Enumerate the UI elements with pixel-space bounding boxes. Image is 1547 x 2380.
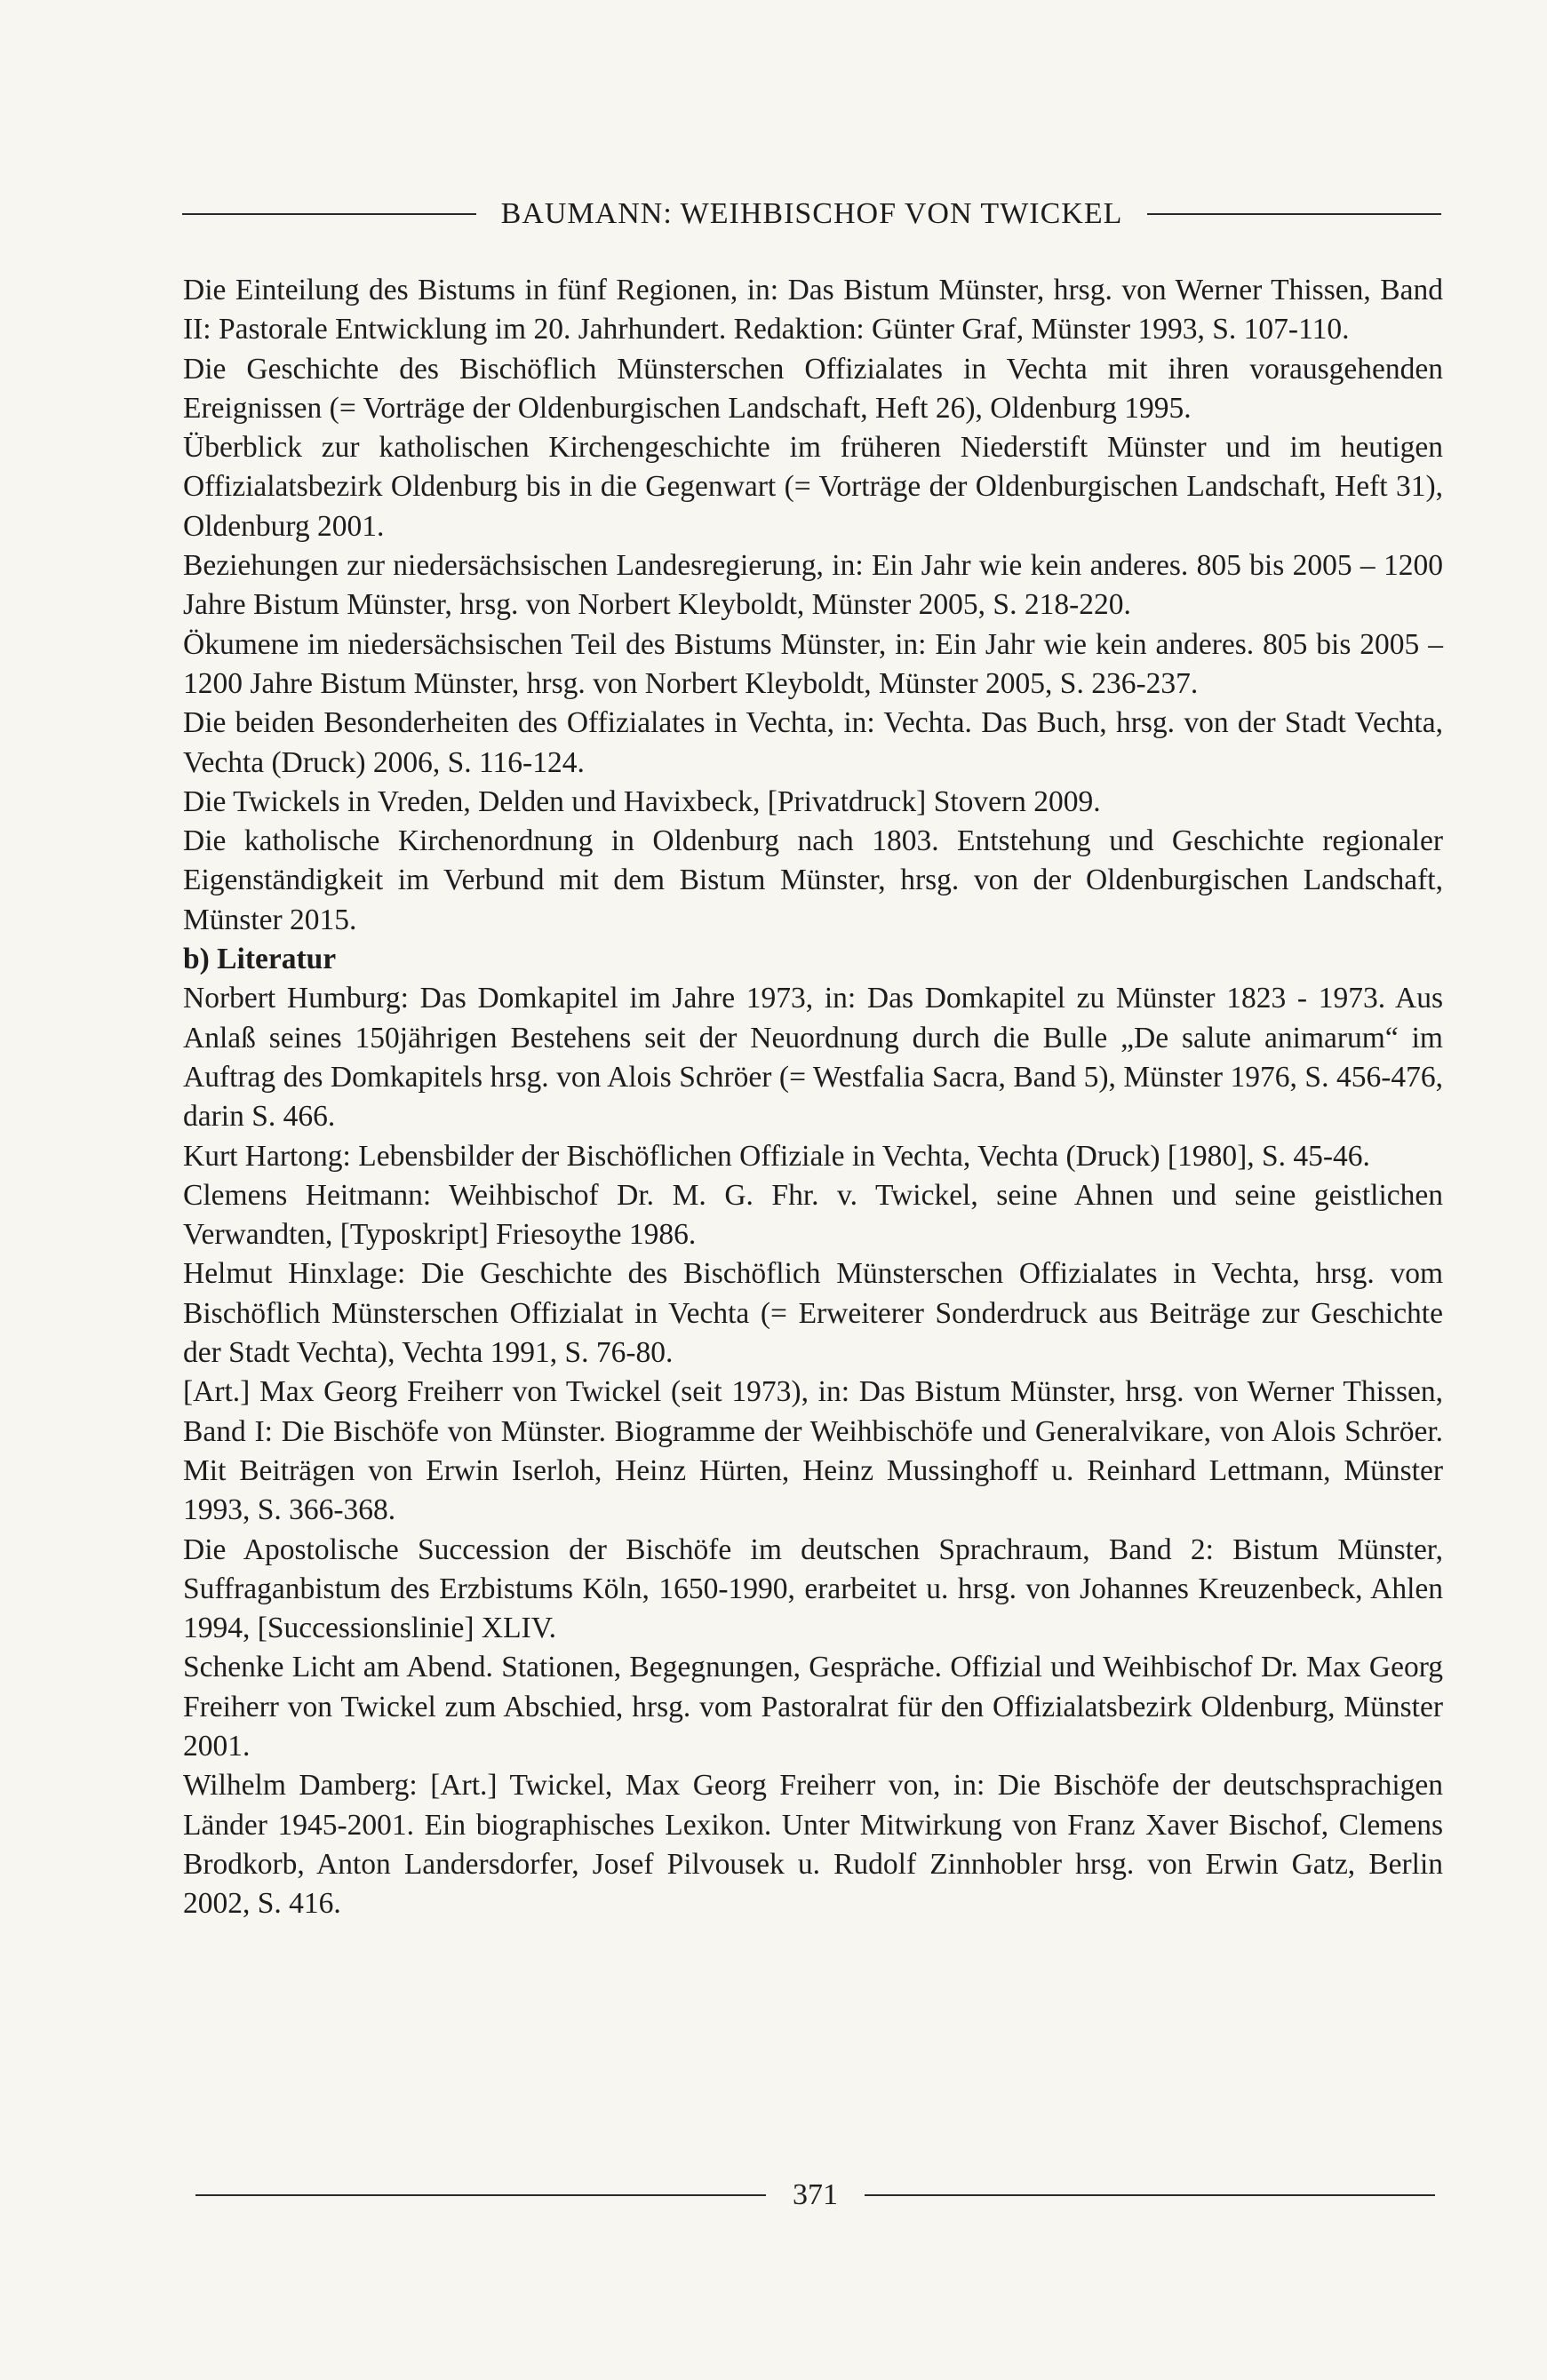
works-entry: Die Einteilung des Bistums in fünf Regionen, in: Das Bistum Münster, hrsg. von Werner Thissen, Band II: Pastorale Entwicklung im 20. Jahrhundert. Redaktion: Günter Graf, Münster 1993, S. 107-110.	[183, 274, 1443, 346]
literature-entry: Helmut Hinxlage: Die Geschichte des Bischöflich Münsterschen Offizialates in Vechta, hrsg. vom Bischöflich Münsterschen Offizialat in Vechta (= Erweiterer Sonderdruck aus Beiträge zur Geschichte der Stadt Vechta), Vechta 1991, S. 76-80.	[183, 1257, 1443, 1370]
works-entry: Die beiden Besonderheiten des Offizialates in Vechta, in: Vechta. Das Buch, hrsg. von der Stadt Vechta, Vechta (Druck) 2006, S. 116-124.	[183, 706, 1443, 779]
running-header-title: BAUMANN: WEIHBISCHOF VON TWICKEL	[500, 197, 1123, 230]
works-entry: Beziehungen zur niedersächsischen Landesregierung, in: Ein Jahr wie kein anderes. 805 bis 2005 – 1200 Jahre Bistum Münster, hrsg. von Norbert Kleyboldt, Münster 2005, S. 218-220.	[183, 549, 1443, 622]
works-entry: Überblick zur katholischen Kirchengeschichte im früheren Niederstift Münster und im heutigen Offizialatsbezirk Oldenburg bis in die Gegenwart (= Vorträge der Oldenburgischen Landschaft, Heft 31), Oldenburg 2001.	[183, 431, 1443, 543]
bibliography-text	[183, 271, 1443, 1923]
footer-rule-right	[865, 2194, 1435, 2196]
literature-entry: [Art.] Max Georg Freiherr von Twickel (seit 1973), in: Das Bistum Münster, hrsg. von Werner Thissen, Band I: Die Bischöfe von Münster. Biogramme der Weihbischöfe und Generalvikare, von Alois Schröer. Mit Beiträgen von Erwin Iserloh, Heinz Hürten, Heinz Mussinghoff u. Reinhard Lettmann, Münster 1993, S. 366-368.	[183, 1375, 1443, 1527]
literature-entry: Clemens Heitmann: Weihbischof Dr. M. G. Fhr. v. Twickel, seine Ahnen und seine geistlichen Verwandten, [Typoskript] Friesoythe 1986.	[183, 1178, 1443, 1252]
works-entry: Die katholische Kirchenordnung in Oldenburg nach 1803. Entstehung und Geschichte regionaler Eigenständigkeit im Verbund mit dem Bistum Münster, hrsg. von der Oldenburgischen Landschaft, Münster 2015.	[183, 824, 1443, 936]
header-rule-right	[1147, 213, 1441, 215]
literature-entry: Die Apostolische Succession der Bischöfe im deutschen Sprachraum, Band 2: Bistum Münster, Suffraganbistum des Erzbistums Köln, 1650-1990, erarbeitet u. hrsg. von Johannes Kreuzenbeck, Ahlen 1994, [Successionslinie] XLIV.	[183, 1532, 1443, 1645]
literature-entry: Schenke Licht am Abend. Stationen, Begegnungen, Gespräche. Offizial und Weihbischof Dr. Max Georg Freiherr von Twickel zum Abschied, hrsg. vom Pastoralrat für den Offizialatsbezirk Oldenburg, Münster 2001.	[183, 1651, 1443, 1763]
works-entry: Die Geschichte des Bischöflich Münsterschen Offizialates in Vechta mit ihren vorausgehenden Ereignissen (= Vorträge der Oldenburgischen Landschaft, Heft 26), Oldenburg 1995.	[183, 352, 1443, 425]
header-rule-left	[182, 213, 476, 215]
page-footer	[195, 2178, 1435, 2212]
literature-entry: Kurt Hartong: Lebensbilder der Bischöflichen Offiziale in Vechta, Vechta (Druck) [1980], S. 45-46.	[183, 1139, 1370, 1173]
literature-entry: Norbert Humburg: Das Domkapitel im Jahre 1973, in: Das Domkapitel zu Münster 1823 - 1973. Aus Anlaß seines 150jährigen Bestehens seit der Neuordnung durch die Bulle „De salute animarum“ im Auftrag des Domkapitels hrsg. von Alois Schröer (= Westfalia Sacra, Band 5), Münster 1976, S. 456-476, darin S. 466.	[183, 982, 1443, 1134]
literature-entry: Wilhelm Damberg: [Art.] Twickel, Max Georg Freiherr von, in: Die Bischöfe der deutschsprachigen Länder 1945-2001. Ein biographisches Lexikon. Unter Mitwirkung von Franz Xaver Bischof, Clemens Brodkorb, Anton Landersdorfer, Josef Pilvousek u. Rudolf Zinnhobler hrsg. von Erwin Gatz, Berlin 2002, S. 416.	[183, 1769, 1443, 1921]
running-header	[182, 197, 1441, 231]
footer-rule-left	[195, 2194, 766, 2196]
page-number: 371	[793, 2178, 838, 2211]
literature-heading: b) Literatur	[183, 943, 337, 976]
works-entry: Die Twickels in Vreden, Delden und Havixbeck, [Privatdruck] Stovern 2009.	[183, 784, 1101, 818]
works-entry: Ökumene im niedersächsischen Teil des Bistums Münster, in: Ein Jahr wie kein anderes. 805 bis 2005 – 1200 Jahre Bistum Münster, hrsg. von Norbert Kleyboldt, Münster 2005, S. 236-237.	[183, 627, 1443, 700]
